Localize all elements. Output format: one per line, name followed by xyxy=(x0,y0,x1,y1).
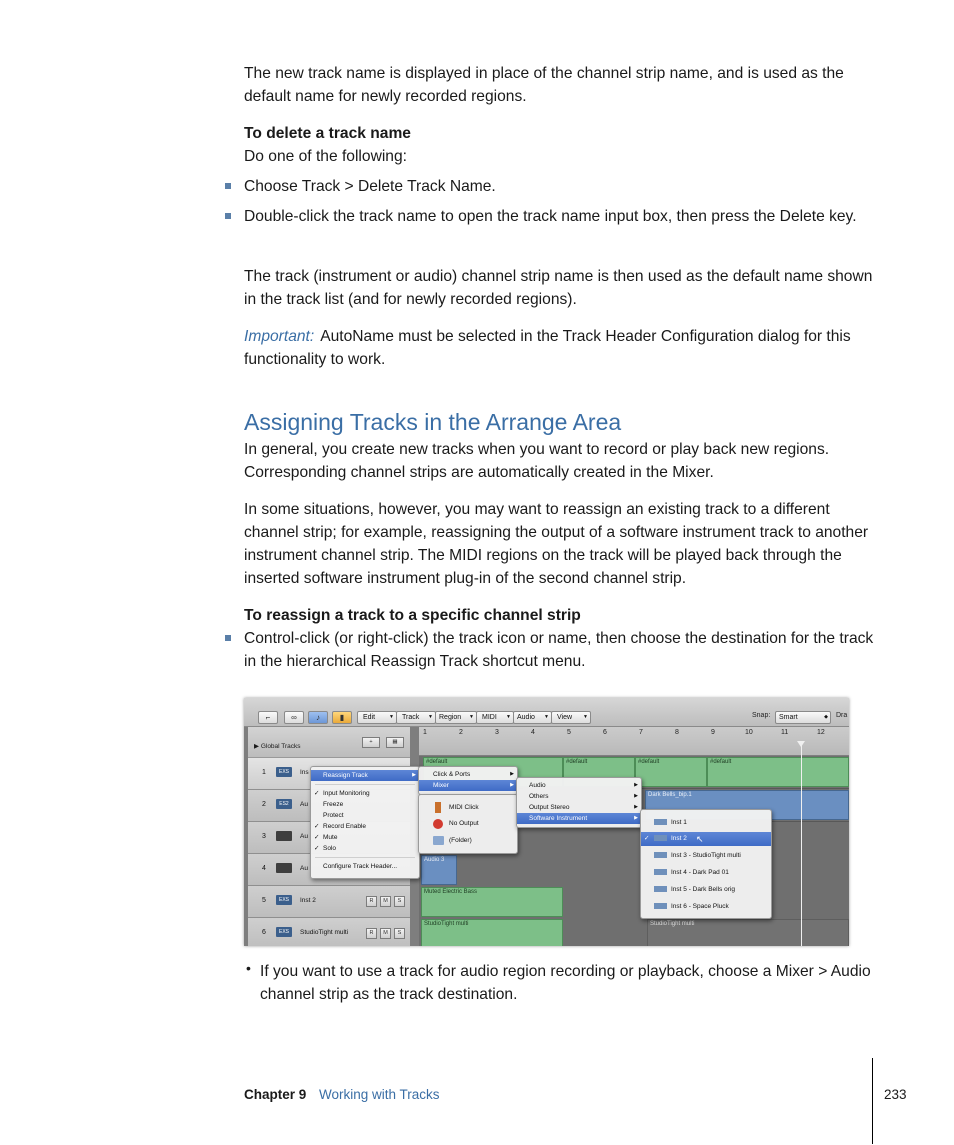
paragraph-situations: In some situations, however, you may want to reassign an existing track to a different channel strip; for example, reassigning the output of a software instrument track to another instrument channel strip. The MIDI regions on the track will be played back through the inserted software instrument plug-in of the second channel strip. xyxy=(244,501,869,587)
region[interactable]: StudioTight multi xyxy=(421,919,563,946)
delete-bullet-2: Double-click the track name to open the track name input box, then press the Delete key. xyxy=(244,208,857,225)
menu-item-software-instrument[interactable]: Software Instrument ▶ xyxy=(517,813,641,824)
exs-icon: EXS xyxy=(276,895,292,905)
track-lane[interactable] xyxy=(419,854,849,887)
solo-button[interactable]: S xyxy=(394,928,405,939)
footer-chapter-title: Working with Tracks xyxy=(319,1087,440,1102)
mute-button[interactable]: M xyxy=(380,928,391,939)
track-row-4[interactable]: 4 Au xyxy=(248,854,410,886)
menu-item-configure-track-header[interactable]: Configure Track Header... xyxy=(323,863,398,870)
snap-label: Snap: xyxy=(752,712,771,719)
midi-out-icon[interactable]: ♪ xyxy=(308,711,328,724)
track-row-1[interactable]: 1 EXS Ins xyxy=(248,758,410,790)
checkmark-icon: ✓ xyxy=(644,835,650,842)
bar-ruler[interactable]: 1 2 3 4 5 6 7 8 9 10 11 12 xyxy=(419,727,849,756)
exs-icon: EXS xyxy=(276,767,292,777)
checkmark-icon: ✓ xyxy=(314,790,320,797)
footer-chapter: Chapter 9 xyxy=(244,1087,307,1102)
instrument-icon xyxy=(654,835,667,841)
bullet-marker xyxy=(225,183,231,189)
edit-menu[interactable]: Edit ▼ xyxy=(357,711,397,724)
track-row-3[interactable]: 3 Au xyxy=(248,822,410,854)
section-title: Assigning Tracks in the Arrange Area xyxy=(244,409,622,435)
track-row-5[interactable]: 5 EXS Inst 2 R M S xyxy=(248,886,410,918)
track-menu[interactable]: Track ▼ xyxy=(396,711,436,724)
add-track-icon[interactable]: + xyxy=(362,737,380,748)
menu-item-audio[interactable]: Audio ▶ xyxy=(529,782,638,789)
back-icon[interactable]: ⌐ xyxy=(258,711,278,724)
record-enable-button[interactable]: R xyxy=(366,896,377,907)
record-enable-button[interactable]: R xyxy=(366,928,377,939)
menu-item-folder[interactable]: (Folder) xyxy=(419,834,517,848)
track-row-2[interactable]: 2 ES2 Au xyxy=(248,790,410,822)
track-row-6[interactable]: 6 EXS StudioTight multi R M S xyxy=(248,918,410,946)
folder-icon xyxy=(433,836,444,845)
playhead-line xyxy=(801,742,802,946)
menu-item-output-stereo[interactable]: Output Stereo ▶ xyxy=(529,804,638,811)
menu-item-inst-3[interactable]: Inst 3 - StudioTight multi xyxy=(641,849,771,863)
region[interactable]: Muted Electric Bass xyxy=(421,887,563,917)
menu-item-inst-4[interactable]: Inst 4 - Dark Pad 01 xyxy=(641,866,771,880)
instrument-icon xyxy=(654,852,667,858)
menu-item-click-ports[interactable]: Click & Ports ▶ xyxy=(433,771,514,778)
solo-button[interactable]: S xyxy=(394,896,405,907)
region-menu[interactable]: Region ▼ xyxy=(435,711,477,724)
view-menu[interactable]: View ▼ xyxy=(551,711,591,724)
paragraph-channel-strip-name: The track (instrument or audio) channel strip name is then used as the default name shown in the track list (and for newly recorded regions). xyxy=(244,268,873,308)
mixer-submenu xyxy=(516,777,642,828)
no-output-icon xyxy=(433,819,443,829)
important-note xyxy=(244,325,884,371)
paragraph-new-track-name: The new track name is displayed in place of the channel strip name, and is used as the default name for newly recorded regions. xyxy=(244,65,844,105)
menu-item-input-monitoring[interactable]: ✓ Input Monitoring xyxy=(314,790,370,797)
footer-divider xyxy=(872,1058,873,1144)
menu-item-record-enable[interactable]: ✓ Record Enable xyxy=(314,823,366,830)
important-label: Important: xyxy=(244,328,315,345)
drag-label: Dra xyxy=(836,712,848,719)
instrument-icon xyxy=(654,903,667,909)
audio-wave-icon xyxy=(276,831,292,841)
menu-item-inst-5[interactable]: Inst 5 - Dark Bells orig xyxy=(641,883,771,897)
link-icon[interactable]: ∞ xyxy=(284,711,304,724)
arrange-toolbar xyxy=(244,698,849,727)
region[interactable]: #default xyxy=(707,757,849,787)
exs-icon: EXS xyxy=(276,927,292,937)
bullet-marker xyxy=(225,213,231,219)
instrument-icon xyxy=(654,819,667,825)
checkmark-icon: ✓ xyxy=(314,845,320,852)
checkmark-icon: ✓ xyxy=(314,823,320,830)
menu-item-mute[interactable]: ✓ Mute xyxy=(314,834,338,841)
menu-item-inst-1[interactable]: Inst 1 xyxy=(641,816,771,830)
menu-item-mixer[interactable]: Mixer ▶ xyxy=(419,780,517,791)
menu-item-inst-6[interactable]: Inst 6 - Space Pluck xyxy=(641,900,771,914)
instrument-icon xyxy=(654,886,667,892)
track-lane[interactable] xyxy=(419,886,849,919)
reassign-submenu xyxy=(418,766,518,795)
page-number: 233 xyxy=(884,1087,907,1102)
reassign-bullet: Control-click (or right-click) the track icon or name, then choose the destination for the track in the hierarchical Reassign Track shortcut menu. xyxy=(244,630,874,670)
es2-icon: ES2 xyxy=(276,799,292,809)
bullet-marker xyxy=(225,635,231,641)
menu-item-others[interactable]: Others ▶ xyxy=(529,793,638,800)
region[interactable]: #default xyxy=(563,757,635,787)
menu-item-freeze[interactable]: Freeze xyxy=(323,801,344,808)
snap-select[interactable]: Smart ◆ xyxy=(775,711,831,724)
track-lane[interactable] xyxy=(419,918,849,946)
important-text: AutoName must be selected in the Track Header Configuration dialog for this functionality to work. xyxy=(244,328,851,368)
region[interactable]: StudioTight multi xyxy=(647,919,849,946)
note-bullet: If you want to use a track for audio region recording or playback, choose a Mixer > Audio channel strip as the track destination. xyxy=(260,963,871,1003)
software-instrument-submenu xyxy=(640,809,772,919)
arrange-area-screenshot xyxy=(244,698,849,946)
region[interactable]: #default xyxy=(635,757,707,787)
reassign-heading: To reassign a track to a specific channel strip xyxy=(244,607,581,624)
menu-item-no-output[interactable]: No Output xyxy=(419,817,517,831)
delete-track-name-heading: To delete a track name xyxy=(244,125,411,142)
menu-item-reassign-track[interactable]: Reassign Track ▶ xyxy=(311,770,419,781)
menu-item-protect[interactable]: Protect xyxy=(323,812,344,819)
paragraph-general: In general, you create new tracks when you want to record or play back new regions. Corresponding channel strips are automatically created in the Mixer. xyxy=(244,441,830,481)
midi-menu[interactable]: MIDI ▼ xyxy=(476,711,514,724)
metronome-icon xyxy=(435,802,441,813)
mute-button[interactable]: M xyxy=(380,896,391,907)
checkmark-icon: ✓ xyxy=(314,834,320,841)
audio-menu[interactable]: Audio ▼ xyxy=(513,711,552,724)
menu-separator xyxy=(315,784,415,785)
catch-icon[interactable]: ▮ xyxy=(332,711,352,724)
instrument-icon xyxy=(654,869,667,875)
note-bullet-marker: • xyxy=(246,960,251,976)
menu-item-inst-2[interactable]: ✓ Inst 2 ↖ xyxy=(641,832,771,846)
delete-bullet-1: Choose Track > Delete Track Name. xyxy=(244,178,496,195)
audio-wave-icon xyxy=(276,863,292,873)
region[interactable]: #default xyxy=(423,757,563,787)
menu-item-solo[interactable]: ✓ Solo xyxy=(314,845,337,852)
menu-item-midi-click[interactable]: MIDI Click xyxy=(419,801,517,815)
click-ports-submenu xyxy=(418,794,518,854)
track-list-icon[interactable]: ▦ xyxy=(386,737,404,748)
mouse-pointer-icon: ↖ xyxy=(696,834,704,844)
global-tracks-label: ▶ Global Tracks xyxy=(254,743,301,750)
track-shortcut-menu xyxy=(310,766,420,879)
region[interactable]: Audio 3 xyxy=(421,855,457,885)
region[interactable]: Dark Bells_bip.1 xyxy=(645,790,849,820)
delete-intro: Do one of the following: xyxy=(244,148,407,165)
global-tracks-row[interactable] xyxy=(248,727,410,758)
menu-separator xyxy=(315,857,415,858)
